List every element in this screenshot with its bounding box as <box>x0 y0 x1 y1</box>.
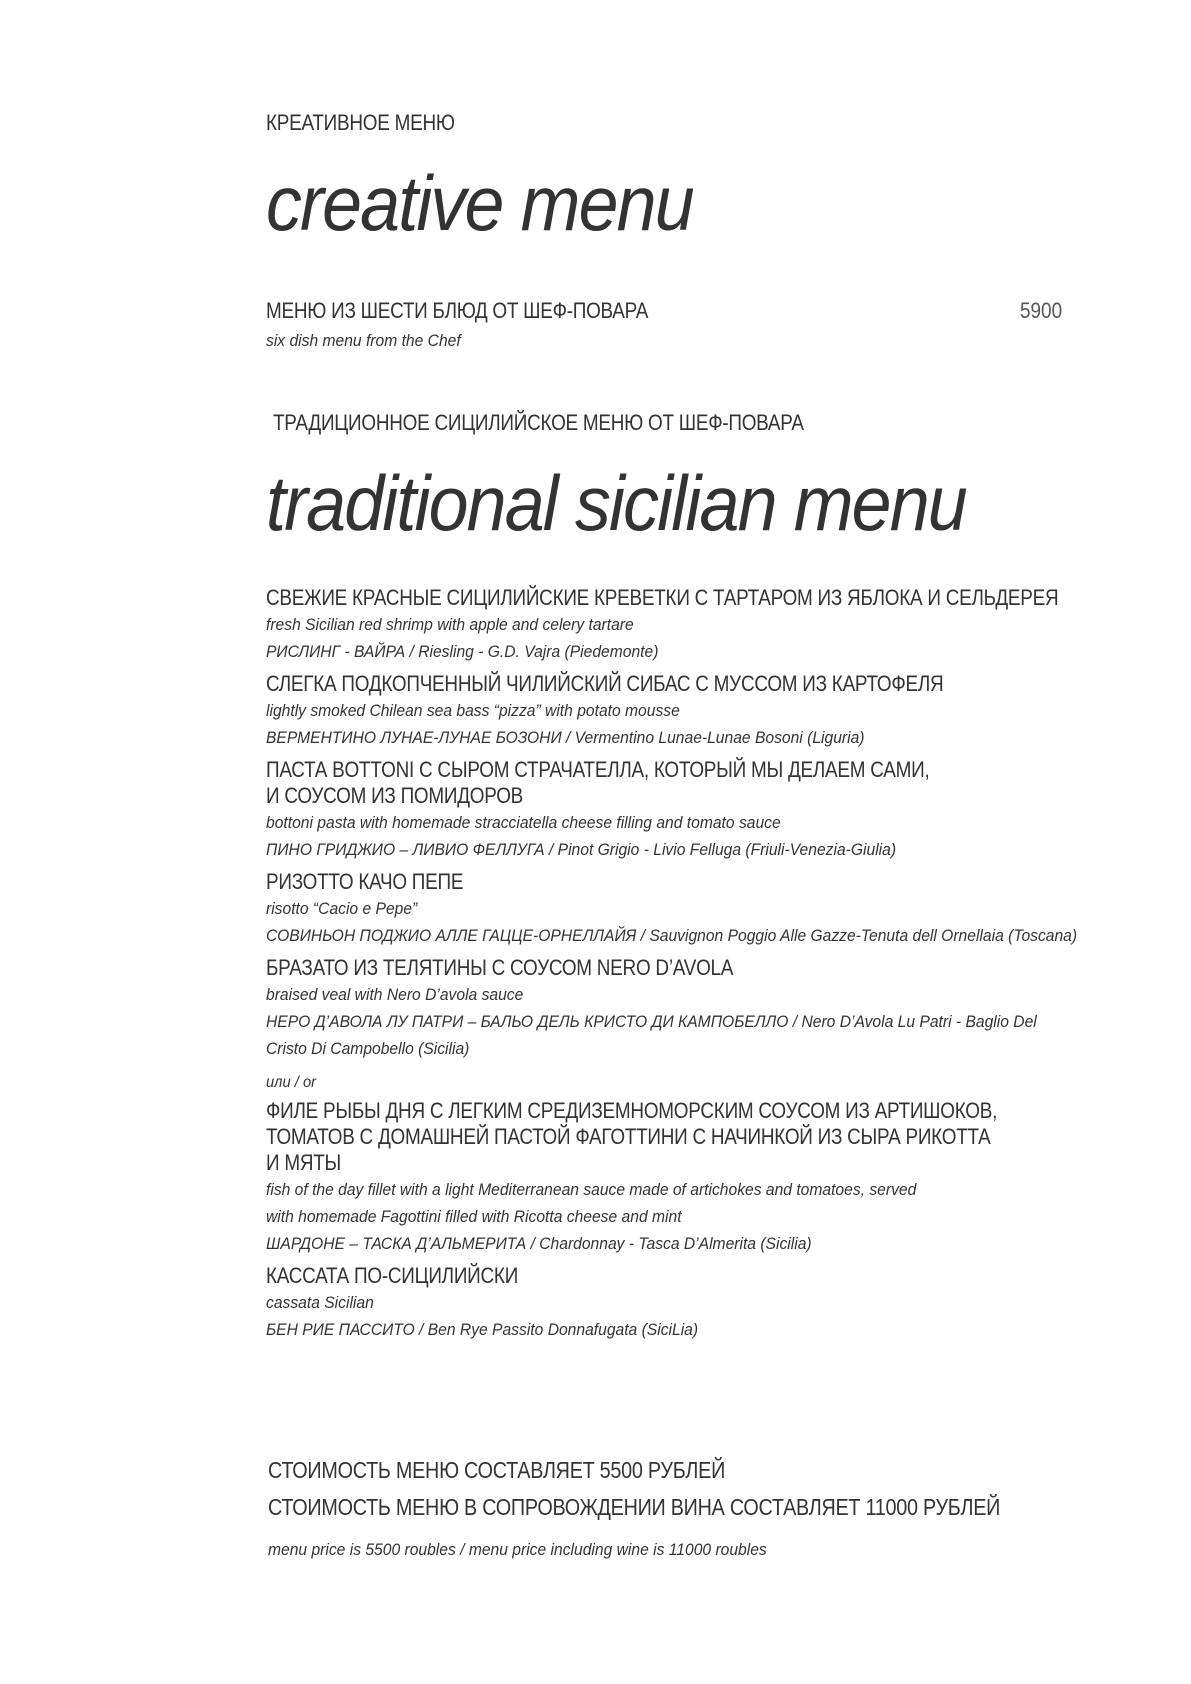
dish-name-ru: СЛЕГКА ПОДКОПЧЕННЫЙ ЧИЛИЙСКИЙ СИБАС С МУССОМ ИЗ КАРТОФЕЛЯ <box>266 671 944 696</box>
wine-pairing: РИСЛИНГ - ВАЙРА / Riesling - G.D. Vajra (Piedemonte) <box>266 642 659 661</box>
menu-price-wine-ru: СТОИМОСТЬ МЕНЮ В СОПРОВОЖДЕНИИ ВИНА СОСТАВЛЯЕТ 11000 РУБЛЕЙ <box>268 1494 1001 1520</box>
wine-pairing: Cristo Di Campobello (Sicilia) <box>266 1039 470 1058</box>
dish-braised-veal <box>266 955 1146 1062</box>
dish-name-ru: РИЗОТТО КАЧО ПЕПЕ <box>266 869 464 894</box>
sicilian-menu-label: ТРАДИЦИОННОЕ СИЦИЛИЙСКОЕ МЕНЮ ОТ ШЕФ-ПОВАРА <box>273 410 804 435</box>
dish-list <box>266 585 1146 1349</box>
wine-pairing: НЕРО Д’АВОЛА ЛУ ПАТРИ – БАЛЬО ДЕЛЬ КРИСТО ДИ КАМПОБЕЛЛО / Nero D’Avola Lu Patri - Baglio Del <box>266 1012 1037 1031</box>
wine-pairing: ВЕРМЕНТИНО ЛУНАЕ-ЛУНАЕ БОЗОНИ / Vermentino Lunae-Lunae Bosoni (Liguria) <box>266 728 865 747</box>
menu-totals <box>268 1452 1148 1563</box>
dish-name-en: braised veal with Nero D’avola sauce <box>266 985 524 1004</box>
dish-name-ru: ТОМАТОВ С ДОМАШНЕЙ ПАСТОЙ ФАГОТТИНИ С НАЧИНКОЙ ИЗ СЫРА РИКОТТА <box>266 1124 991 1149</box>
creative-menu-label: КРЕАТИВНОЕ МЕНЮ <box>266 110 455 135</box>
wine-pairing: БЕН РИЕ ПАССИТО / Ben Rye Passito Donnafugata (SiciLia) <box>266 1320 699 1339</box>
or-separator: или / or <box>266 1074 317 1091</box>
dish-name-ru: И МЯТЫ <box>266 1150 342 1175</box>
dish-fish-fillet <box>266 1098 1146 1257</box>
dish-name-ru: ФИЛЕ РЫБЫ ДНЯ С ЛЕГКИМ СРЕДИЗЕМНОМОРСКИМ СОУСОМ ИЗ АРТИШОКОВ, <box>266 1098 998 1123</box>
sicilian-menu-title: traditional sicilian menu <box>266 459 966 547</box>
dish-name-ru: БРАЗАТО ИЗ ТЕЛЯТИНЫ С СОУСОМ NERO D’AVOLA <box>266 955 734 980</box>
dish-name-ru: КАССАТА ПО-СИЦИЛИЙСКИ <box>266 1263 519 1288</box>
chef-menu-subtitle: six dish menu from the Chef <box>266 331 461 350</box>
dish-sea-bass <box>266 671 1146 751</box>
dish-cassata <box>266 1263 1146 1343</box>
dish-name-ru: СВЕЖИЕ КРАСНЫЕ СИЦИЛИЙСКИЕ КРЕВЕТКИ С ТАРТАРОМ ИЗ ЯБЛОКА И СЕЛЬДЕРЕЯ <box>266 585 1059 610</box>
dish-name-en: with homemade Fagottini filled with Ricotta cheese and mint <box>266 1207 682 1226</box>
dish-shrimp <box>266 585 1146 665</box>
dish-name-ru: И СОУСОМ ИЗ ПОМИДОРОВ <box>266 783 524 808</box>
dish-name-en: bottoni pasta with homemade stracciatella cheese filling and tomato sauce <box>266 813 781 832</box>
creative-menu-title: creative menu <box>266 159 693 247</box>
dish-risotto <box>266 869 1146 949</box>
dish-name-en: risotto “Cacio e Pepe” <box>266 899 418 918</box>
wine-pairing: ПИНО ГРИДЖИО – ЛИВИО ФЕЛЛУГА / Pinot Grigio - Livio Felluga (Friuli-Venezia-Giulia) <box>266 840 897 859</box>
menu-price-ru: СТОИМОСТЬ МЕНЮ СОСТАВЛЯЕТ 5500 РУБЛЕЙ <box>268 1457 726 1483</box>
dish-name-ru: ПАСТА BOTTONI С СЫРОМ СТРАЧАТЕЛЛА, КОТОРЫЙ МЫ ДЕЛАЕМ САМИ, <box>266 757 930 782</box>
dish-bottoni-pasta <box>266 757 1146 863</box>
wine-pairing: СОВИНЬОН ПОДЖИО АЛЛЕ ГАЦЦЕ-ОРНЕЛЛАЙЯ / Sauvignon Poggio Alle Gazze-Tenuta dell Ornellaia (Toscana) <box>266 926 1078 945</box>
chef-menu-title: МЕНЮ ИЗ ШЕСТИ БЛЮД ОТ ШЕФ-ПОВАРА <box>266 298 649 323</box>
wine-pairing: ШАРДОНЕ – ТАСКА Д’АЛЬМЕРИТА / Chardonnay - Tasca D’Almerita (Sicilia) <box>266 1234 812 1253</box>
chef-menu-price: 5900 <box>1020 298 1063 323</box>
dish-name-en: cassata Sicilian <box>266 1293 374 1312</box>
dish-name-en: fresh Sicilian red shrimp with apple and celery tartare <box>266 615 634 634</box>
menu-price-en: menu price is 5500 roubles / menu price including wine is 11000 roubles <box>268 1540 767 1559</box>
dish-name-en: lightly smoked Chilean sea bass “pizza” with potato mousse <box>266 701 680 720</box>
dish-name-en: fish of the day fillet with a light Mediterranean sauce made of artichokes and tomatoes, served <box>266 1180 917 1199</box>
